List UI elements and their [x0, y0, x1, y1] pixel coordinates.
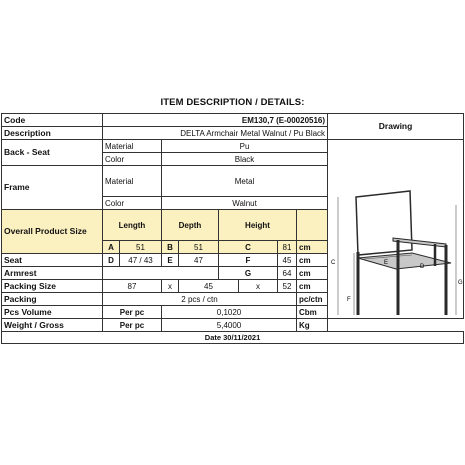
letter-a: A [103, 241, 120, 254]
armrest-unit: cm [297, 267, 328, 280]
packing-unit: pc/ctn [297, 293, 328, 306]
date-row [2, 332, 464, 344]
letter-e: E [162, 254, 179, 267]
value-b: 51 [179, 241, 219, 254]
value-d: 47 / 43 [120, 254, 162, 267]
letter-c: C [219, 241, 278, 254]
chair-back-panel [356, 191, 412, 255]
packing-length: 87 [103, 280, 162, 293]
packing-value: 2 pcs / ctn [103, 293, 297, 306]
spec-table [1, 113, 464, 344]
drawing-letter-f: F [347, 297, 351, 303]
document-title: ITEM DESCRIPTION / DETAILS: [160, 97, 305, 108]
seat-label: Seat [2, 254, 103, 267]
weight-unit: Kg [297, 319, 328, 332]
packing-x2: x [239, 280, 278, 293]
drawing-letter-e: E [384, 260, 389, 266]
frame-color-label: Color [103, 197, 162, 210]
drawing-header: Drawing [328, 114, 464, 140]
value-c: 81 [278, 241, 297, 254]
weight-label: Weight / Gross [2, 319, 103, 332]
volume-unit: Cbm [297, 306, 328, 319]
value-e: 47 [179, 254, 219, 267]
armrest-label: Armrest [2, 267, 103, 280]
armchair-drawing [328, 140, 464, 315]
volume-per: Per pc [103, 306, 162, 319]
drawing-cell [328, 140, 464, 319]
letter-g: G [219, 267, 278, 280]
letter-f: F [219, 254, 278, 267]
drawing-letter-c: C [331, 260, 336, 266]
back-seat-color-label: Color [103, 153, 162, 166]
letter-d: D [103, 254, 120, 267]
back-seat-material-value: Pu [162, 140, 328, 153]
letter-b: B [162, 241, 179, 254]
value-f: 45 [278, 254, 297, 267]
packing-width: 45 [179, 280, 239, 293]
length-header: Length [103, 210, 162, 241]
back-seat-color-value: Black [162, 153, 328, 166]
frame-color-value: Walnut [162, 197, 328, 210]
frame-label: Frame [2, 166, 103, 210]
overall-unit: cm [297, 241, 328, 254]
packing-size-unit: cm [297, 280, 328, 293]
code-row [2, 114, 464, 127]
armrest-blank [103, 267, 219, 280]
code-value: EM130,7 (E-00020516) [103, 114, 328, 127]
date-text: Date 30/11/2021 [2, 332, 464, 344]
volume-label: Pcs Volume [2, 306, 103, 319]
height-header: Height [219, 210, 297, 241]
seat-unit: cm [297, 254, 328, 267]
frame-material-value: Metal [162, 166, 328, 197]
description-value: DELTA Armchair Metal Walnut / Pu Black [103, 127, 328, 140]
packing-height: 52 [278, 280, 297, 293]
packing-size-label: Packing Size [2, 280, 103, 293]
frame-material-label: Material [103, 166, 162, 197]
depth-header: Depth [162, 210, 219, 241]
value-a: 51 [120, 241, 162, 254]
drawing-letter-g: G [458, 280, 463, 286]
description-label: Description [2, 127, 103, 140]
drawing-letter-d: D [420, 264, 425, 270]
back-seat-material-label: Material [103, 140, 162, 153]
back-seat-label: Back - Seat [2, 140, 103, 166]
code-label: Code [2, 114, 103, 127]
back-seat-material-row [2, 140, 464, 153]
weight-per: Per pc [103, 319, 162, 332]
overall-size-label: Overall Product Size [2, 210, 103, 254]
packing-x1: x [162, 280, 179, 293]
overall-header-blank [297, 210, 328, 241]
value-g: 64 [278, 267, 297, 280]
weight-value: 5,4000 [162, 319, 297, 332]
volume-value: 0,1020 [162, 306, 297, 319]
packing-label: Packing [2, 293, 103, 306]
weight-row [2, 319, 464, 332]
